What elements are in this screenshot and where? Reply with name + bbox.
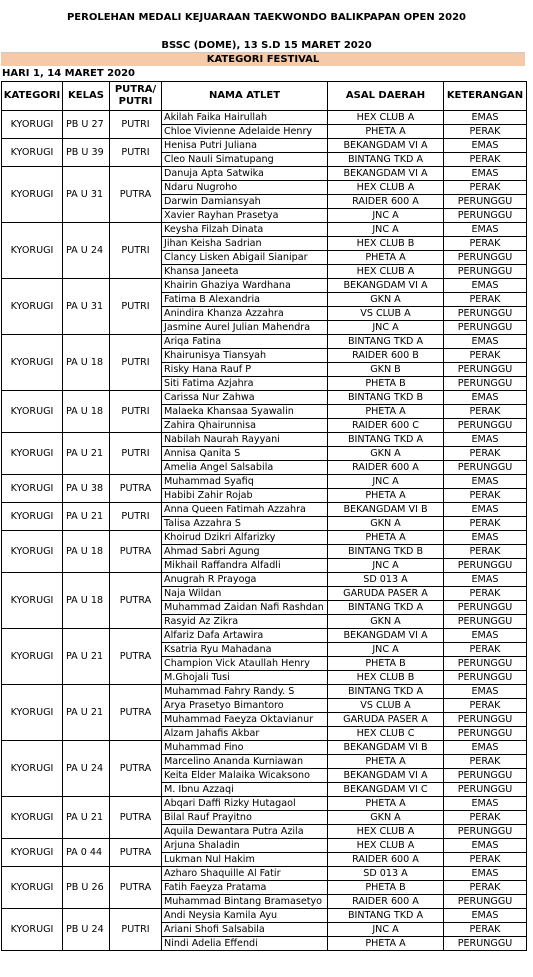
medal-cell: PERAK — [444, 237, 527, 251]
athlete-name-cell: Annisa Qanita S — [162, 447, 328, 461]
athlete-name-cell: Abqari Daffi Rizky Hutagaol — [162, 797, 328, 811]
medal-cell: PERUNGGU — [444, 209, 527, 223]
medal-cell: PERAK — [444, 811, 527, 825]
medal-cell: EMAS — [444, 335, 527, 349]
gender-cell: PUTRA — [110, 867, 162, 909]
origin-cell: RAIDER 600 A — [328, 853, 444, 867]
medal-cell: PERAK — [444, 125, 527, 139]
medal-cell: PERUNGGU — [444, 419, 527, 433]
kategori-cell: KYORUGI — [2, 111, 63, 139]
gender-cell: PUTRI — [110, 391, 162, 433]
origin-cell: PHETA B — [328, 881, 444, 895]
origin-cell: RAIDER 600 B — [328, 349, 444, 363]
athlete-name-cell: Ariani Shofi Salsabila — [162, 923, 328, 937]
athlete-name-cell: Lukman Nul Hakim — [162, 853, 328, 867]
medal-cell: EMAS — [444, 111, 527, 125]
medal-cell: EMAS — [444, 839, 527, 853]
column-header-asal-daerah: ASAL DAERAH — [328, 82, 444, 111]
medal-cell: PERAK — [444, 405, 527, 419]
column-header-kategori: KATEGORI — [2, 82, 63, 111]
medal-cell: PERUNGGU — [444, 727, 527, 741]
athlete-name-cell: Muhammad Zaidan Nafi Rashdan — [162, 601, 328, 615]
origin-cell: PHETA A — [328, 405, 444, 419]
origin-cell: BINTANG TKD A — [328, 601, 444, 615]
athlete-name-cell: Azharo Shaquille Al Fatir — [162, 867, 328, 881]
table-row — [2, 433, 527, 447]
medal-cell: PERAK — [444, 153, 527, 167]
athlete-name-cell: Champion Vick Ataullah Henry — [162, 657, 328, 671]
origin-cell: VS CLUB A — [328, 699, 444, 713]
medal-cell: EMAS — [444, 573, 527, 587]
table-row — [2, 531, 527, 545]
kelas-cell: PA U 18 — [63, 531, 110, 573]
medal-cell: PERUNGGU — [444, 825, 527, 839]
medal-cell: EMAS — [444, 475, 527, 489]
origin-cell: PHETA A — [328, 531, 444, 545]
medal-cell: EMAS — [444, 797, 527, 811]
origin-cell: GKN A — [328, 447, 444, 461]
medal-cell: EMAS — [444, 685, 527, 699]
medal-table — [1, 81, 527, 951]
table-row — [2, 503, 527, 517]
kelas-cell: PA U 24 — [63, 223, 110, 279]
origin-cell: BINTANG TKD A — [328, 153, 444, 167]
origin-cell: GARUDA PASER A — [328, 713, 444, 727]
kelas-cell: PA U 21 — [63, 685, 110, 741]
gender-cell: PUTRA — [110, 629, 162, 685]
athlete-name-cell: Fatima B Alexandria — [162, 293, 328, 307]
athlete-name-cell: Naja Wildan — [162, 587, 328, 601]
origin-cell: RAIDER 600 A — [328, 461, 444, 475]
kelas-cell: PA U 21 — [63, 503, 110, 531]
origin-cell: BEKANGDAM VI A — [328, 279, 444, 293]
kelas-cell: PA U 18 — [63, 391, 110, 433]
origin-cell: JNC A — [328, 559, 444, 573]
table-row — [2, 111, 527, 125]
origin-cell: BEKANGDAM VI A — [328, 139, 444, 153]
table-row — [2, 335, 527, 349]
medal-cell: EMAS — [444, 531, 527, 545]
medal-cell: PERUNGGU — [444, 461, 527, 475]
table-row — [2, 797, 527, 811]
athlete-name-cell: Akilah Faika Hairullah — [162, 111, 328, 125]
kelas-cell: PA U 38 — [63, 475, 110, 503]
gender-cell: PUTRA — [110, 797, 162, 839]
kelas-cell: PA U 31 — [63, 167, 110, 223]
kelas-cell: PA U 21 — [63, 433, 110, 475]
athlete-name-cell: Anindira Khanza Azzahra — [162, 307, 328, 321]
medal-cell: PERAK — [444, 881, 527, 895]
origin-cell: HEX CLUB B — [328, 671, 444, 685]
table-row — [2, 741, 527, 755]
athlete-name-cell: Danuja Apta Satwika — [162, 167, 328, 181]
table-header-row — [2, 82, 527, 111]
table-body — [2, 111, 527, 951]
athlete-name-cell: Ariqa Fatina — [162, 335, 328, 349]
athlete-name-cell: Muhammad Fahry Randy. S — [162, 685, 328, 699]
origin-cell: PHETA A — [328, 797, 444, 811]
gender-cell: PUTRI — [110, 335, 162, 391]
column-header-nama-atlet: NAMA ATLET — [162, 82, 328, 111]
origin-cell: BINTANG TKD A — [328, 909, 444, 923]
athlete-name-cell: Rasyid Az Zikra — [162, 615, 328, 629]
medal-cell: PERAK — [444, 853, 527, 867]
athlete-name-cell: Muhammad Faeyza Oktavianur — [162, 713, 328, 727]
gender-cell: PUTRA — [110, 573, 162, 629]
origin-cell: BINTANG TKD B — [328, 545, 444, 559]
athlete-name-cell: Siti Fatima Azjahra — [162, 377, 328, 391]
medal-cell: EMAS — [444, 279, 527, 293]
medal-cell: EMAS — [444, 503, 527, 517]
athlete-name-cell: Alzam Jahafis Akbar — [162, 727, 328, 741]
table-row — [2, 867, 527, 881]
kelas-cell: PA U 24 — [63, 741, 110, 797]
origin-cell: PHETA A — [328, 489, 444, 503]
origin-cell: BINTANG TKD A — [328, 433, 444, 447]
kategori-cell: KYORUGI — [2, 433, 63, 475]
kategori-cell: KYORUGI — [2, 573, 63, 629]
kelas-cell: PA 0 44 — [63, 839, 110, 867]
origin-cell: VS CLUB A — [328, 307, 444, 321]
athlete-name-cell: Chloe Vivienne Adelaide Henry — [162, 125, 328, 139]
athlete-name-cell: Marcelino Ananda Kurniawan — [162, 755, 328, 769]
gender-cell: PUTRI — [110, 909, 162, 951]
medal-cell: PERAK — [444, 181, 527, 195]
gender-cell: PUTRA — [110, 685, 162, 741]
origin-cell: JNC A — [328, 209, 444, 223]
medal-cell: EMAS — [444, 909, 527, 923]
table-row — [2, 629, 527, 643]
athlete-name-cell: Mikhail Raffandra Alfadli — [162, 559, 328, 573]
athlete-name-cell: Zahira Qhairunnisa — [162, 419, 328, 433]
origin-cell: RAIDER 600 A — [328, 195, 444, 209]
kelas-cell: PA U 21 — [63, 797, 110, 839]
medal-cell: PERAK — [444, 923, 527, 937]
kelas-cell: PB U 27 — [63, 111, 110, 139]
medal-cell: PERUNGGU — [444, 615, 527, 629]
kategori-cell: KYORUGI — [2, 629, 63, 685]
medal-cell: PERUNGGU — [444, 265, 527, 279]
table-row — [2, 475, 527, 489]
gender-cell: PUTRI — [110, 111, 162, 139]
page-title: PEROLEHAN MEDALI KEJUARAAN TAEKWONDO BALIKPAPAN OPEN 2020 — [66, 12, 467, 23]
kategori-cell: KYORUGI — [2, 475, 63, 503]
origin-cell: PHETA B — [328, 377, 444, 391]
medal-cell: PERUNGGU — [444, 377, 527, 391]
medal-cell: EMAS — [444, 223, 527, 237]
column-header-kelas: KELAS — [63, 82, 110, 111]
athlete-name-cell: Anna Queen Fatimah Azzahra — [162, 503, 328, 517]
origin-cell: RAIDER 600 C — [328, 419, 444, 433]
athlete-name-cell: Risky Hana Rauf P — [162, 363, 328, 377]
kategori-cell: KYORUGI — [2, 797, 63, 839]
kategori-cell: KYORUGI — [2, 531, 63, 573]
athlete-name-cell: Ksatria Ryu Mahadana — [162, 643, 328, 657]
athlete-name-cell: M.Ghojali Tusi — [162, 671, 328, 685]
medal-cell: PERUNGGU — [444, 321, 527, 335]
category-banner: KATEGORI FESTIVAL — [1, 52, 525, 66]
athlete-name-cell: Xavier Rayhan Prasetya — [162, 209, 328, 223]
medal-cell: PERUNGGU — [444, 657, 527, 671]
origin-cell: PHETA A — [328, 755, 444, 769]
medal-cell: PERUNGGU — [444, 251, 527, 265]
table-row — [2, 391, 527, 405]
athlete-name-cell: Alfariz Dafa Artawira — [162, 629, 328, 643]
medal-cell: EMAS — [444, 867, 527, 881]
athlete-name-cell: Nabilah Naurah Rayyani — [162, 433, 328, 447]
athlete-name-cell: Cleo Nauli Simatupang — [162, 153, 328, 167]
day-label: HARI 1, 14 MARET 2020 — [2, 68, 136, 79]
kelas-cell: PA U 31 — [63, 279, 110, 335]
medal-cell: PERUNGGU — [444, 937, 527, 951]
medal-cell: PERAK — [444, 447, 527, 461]
medal-cell: PERAK — [444, 545, 527, 559]
kelas-cell: PA U 18 — [63, 573, 110, 629]
athlete-name-cell: Muhammad Bintang Bramasetyo — [162, 895, 328, 909]
origin-cell: PHETA A — [328, 937, 444, 951]
origin-cell: BEKANGDAM VI B — [328, 503, 444, 517]
origin-cell: JNC A — [328, 223, 444, 237]
athlete-name-cell: Habibi Zahir Rojab — [162, 489, 328, 503]
table-row — [2, 573, 527, 587]
athlete-name-cell: Andi Neysia Kamila Ayu — [162, 909, 328, 923]
athlete-name-cell: Muhammad Fino — [162, 741, 328, 755]
medal-cell: PERAK — [444, 293, 527, 307]
athlete-name-cell: Talisa Azzahra S — [162, 517, 328, 531]
medal-cell: PERUNGGU — [444, 671, 527, 685]
medal-cell: EMAS — [444, 167, 527, 181]
kelas-cell: PB U 26 — [63, 867, 110, 909]
kelas-cell: PA U 21 — [63, 629, 110, 685]
table-row — [2, 139, 527, 153]
athlete-name-cell: Anugrah R Prayoga — [162, 573, 328, 587]
origin-cell: HEX CLUB A — [328, 181, 444, 195]
kategori-cell: KYORUGI — [2, 279, 63, 335]
athlete-name-cell: Arya Prasetyo Bimantoro — [162, 699, 328, 713]
athlete-name-cell: Ahmad Sabri Agung — [162, 545, 328, 559]
origin-cell: HEX CLUB A — [328, 825, 444, 839]
table-row — [2, 279, 527, 293]
table-row — [2, 839, 527, 853]
medal-cell: PERAK — [444, 699, 527, 713]
origin-cell: JNC A — [328, 643, 444, 657]
athlete-name-cell: Henisa Putri Juliana — [162, 139, 328, 153]
table-row — [2, 909, 527, 923]
origin-cell: GARUDA PASER A — [328, 587, 444, 601]
athlete-name-cell: Keysha Filzah Dinata — [162, 223, 328, 237]
kategori-cell: KYORUGI — [2, 909, 63, 951]
medal-cell: PERAK — [444, 643, 527, 657]
athlete-name-cell: Khansa Janeeta — [162, 265, 328, 279]
athlete-name-cell: Fatih Faeyza Pratama — [162, 881, 328, 895]
medal-cell: PERUNGGU — [444, 769, 527, 783]
column-header-keterangan: KETERANGAN — [444, 82, 527, 111]
medal-cell: PERAK — [444, 349, 527, 363]
origin-cell: HEX CLUB A — [328, 265, 444, 279]
origin-cell: BINTANG TKD A — [328, 335, 444, 349]
medal-cell: EMAS — [444, 391, 527, 405]
athlete-name-cell: Bilal Rauf Prayitno — [162, 811, 328, 825]
kategori-cell: KYORUGI — [2, 503, 63, 531]
athlete-name-cell: Amelia Angel Salsabila — [162, 461, 328, 475]
medal-cell: PERAK — [444, 489, 527, 503]
table-row — [2, 167, 527, 181]
origin-cell: PHETA A — [328, 251, 444, 265]
medal-cell: EMAS — [444, 433, 527, 447]
medal-cell: PERUNGGU — [444, 895, 527, 909]
gender-cell: PUTRI — [110, 223, 162, 279]
gender-cell: PUTRI — [110, 433, 162, 475]
athlete-name-cell: Aquila Dewantara Putra Azila — [162, 825, 328, 839]
athlete-name-cell: Clancy Lisken Abigail Sianipar — [162, 251, 328, 265]
kelas-cell: PB U 39 — [63, 139, 110, 167]
kategori-cell: KYORUGI — [2, 741, 63, 797]
athlete-name-cell: Muhammad Syafiq — [162, 475, 328, 489]
medal-cell: EMAS — [444, 629, 527, 643]
kelas-cell: PA U 18 — [63, 335, 110, 391]
medal-cell: PERUNGGU — [444, 195, 527, 209]
athlete-name-cell: Nindi Adelia Effendi — [162, 937, 328, 951]
kategori-cell: KYORUGI — [2, 167, 63, 223]
kategori-cell: KYORUGI — [2, 839, 63, 867]
gender-cell: PUTRA — [110, 167, 162, 223]
origin-cell: JNC A — [328, 923, 444, 937]
medal-cell: PERUNGGU — [444, 783, 527, 797]
origin-cell: GKN A — [328, 615, 444, 629]
medal-cell: EMAS — [444, 741, 527, 755]
athlete-name-cell: Arjuna Shaladin — [162, 839, 328, 853]
origin-cell: BEKANGDAM VI C — [328, 783, 444, 797]
kategori-cell: KYORUGI — [2, 867, 63, 909]
athlete-name-cell: Keita Elder Malaika Wicaksono — [162, 769, 328, 783]
kategori-cell: KYORUGI — [2, 223, 63, 279]
kategori-cell: KYORUGI — [2, 335, 63, 391]
origin-cell: SD 013 A — [328, 573, 444, 587]
gender-cell: PUTRA — [110, 741, 162, 797]
origin-cell: BEKANGDAM VI A — [328, 629, 444, 643]
table-row — [2, 223, 527, 237]
origin-cell: PHETA B — [328, 657, 444, 671]
kategori-cell: KYORUGI — [2, 139, 63, 167]
gender-cell: PUTRI — [110, 279, 162, 335]
gender-cell: PUTRI — [110, 503, 162, 531]
origin-cell: HEX CLUB A — [328, 839, 444, 853]
origin-cell: HEX CLUB B — [328, 237, 444, 251]
gender-cell: PUTRA — [110, 475, 162, 503]
athlete-name-cell: Ndaru Nugroho — [162, 181, 328, 195]
table-row — [2, 685, 527, 699]
athlete-name-cell: M. Ibnu Azzaqi — [162, 783, 328, 797]
venue-date: BSSC (DOME), 13 S.D 15 MARET 2020 — [161, 40, 372, 51]
medal-cell: PERUNGGU — [444, 713, 527, 727]
origin-cell: JNC A — [328, 321, 444, 335]
athlete-name-cell: Khairin Ghaziya Wardhana — [162, 279, 328, 293]
origin-cell: HEX CLUB C — [328, 727, 444, 741]
medal-cell: PERAK — [444, 517, 527, 531]
athlete-name-cell: Darwin Damiansyah — [162, 195, 328, 209]
origin-cell: PHETA A — [328, 125, 444, 139]
origin-cell: GKN A — [328, 517, 444, 531]
origin-cell: HEX CLUB A — [328, 111, 444, 125]
medal-cell: PERUNGGU — [444, 363, 527, 377]
medal-cell: PERAK — [444, 755, 527, 769]
athlete-name-cell: Malaeka Khansaa Syawalin — [162, 405, 328, 419]
medal-cell: PERAK — [444, 587, 527, 601]
origin-cell: RAIDER 600 A — [328, 895, 444, 909]
kategori-cell: KYORUGI — [2, 685, 63, 741]
athlete-name-cell: Jasmine Aurel Julian Mahendra — [162, 321, 328, 335]
gender-cell: PUTRA — [110, 531, 162, 573]
origin-cell: GKN B — [328, 363, 444, 377]
gender-cell: PUTRI — [110, 139, 162, 167]
medal-cell: PERUNGGU — [444, 307, 527, 321]
column-header-putra-putri: PUTRA/ PUTRI — [110, 82, 162, 111]
kategori-cell: KYORUGI — [2, 391, 63, 433]
athlete-name-cell: Jihan Keisha Sadrian — [162, 237, 328, 251]
origin-cell: BEKANGDAM VI B — [328, 741, 444, 755]
medal-cell: EMAS — [444, 139, 527, 153]
athlete-name-cell: Carissa Nur Zahwa — [162, 391, 328, 405]
origin-cell: BINTANG TKD A — [328, 685, 444, 699]
origin-cell: SD 013 A — [328, 867, 444, 881]
gender-cell: PUTRA — [110, 839, 162, 867]
kelas-cell: PB U 24 — [63, 909, 110, 951]
origin-cell: BEKANGDAM VI A — [328, 769, 444, 783]
origin-cell: JNC A — [328, 475, 444, 489]
athlete-name-cell: Khoirud Dzikri Alfarizky — [162, 531, 328, 545]
medal-cell: PERUNGGU — [444, 601, 527, 615]
origin-cell: BEKANGDAM VI A — [328, 167, 444, 181]
medal-cell: PERUNGGU — [444, 559, 527, 573]
origin-cell: GKN A — [328, 293, 444, 307]
origin-cell: GKN A — [328, 811, 444, 825]
athlete-name-cell: Khairunisya Tiansyah — [162, 349, 328, 363]
origin-cell: BINTANG TKD B — [328, 391, 444, 405]
